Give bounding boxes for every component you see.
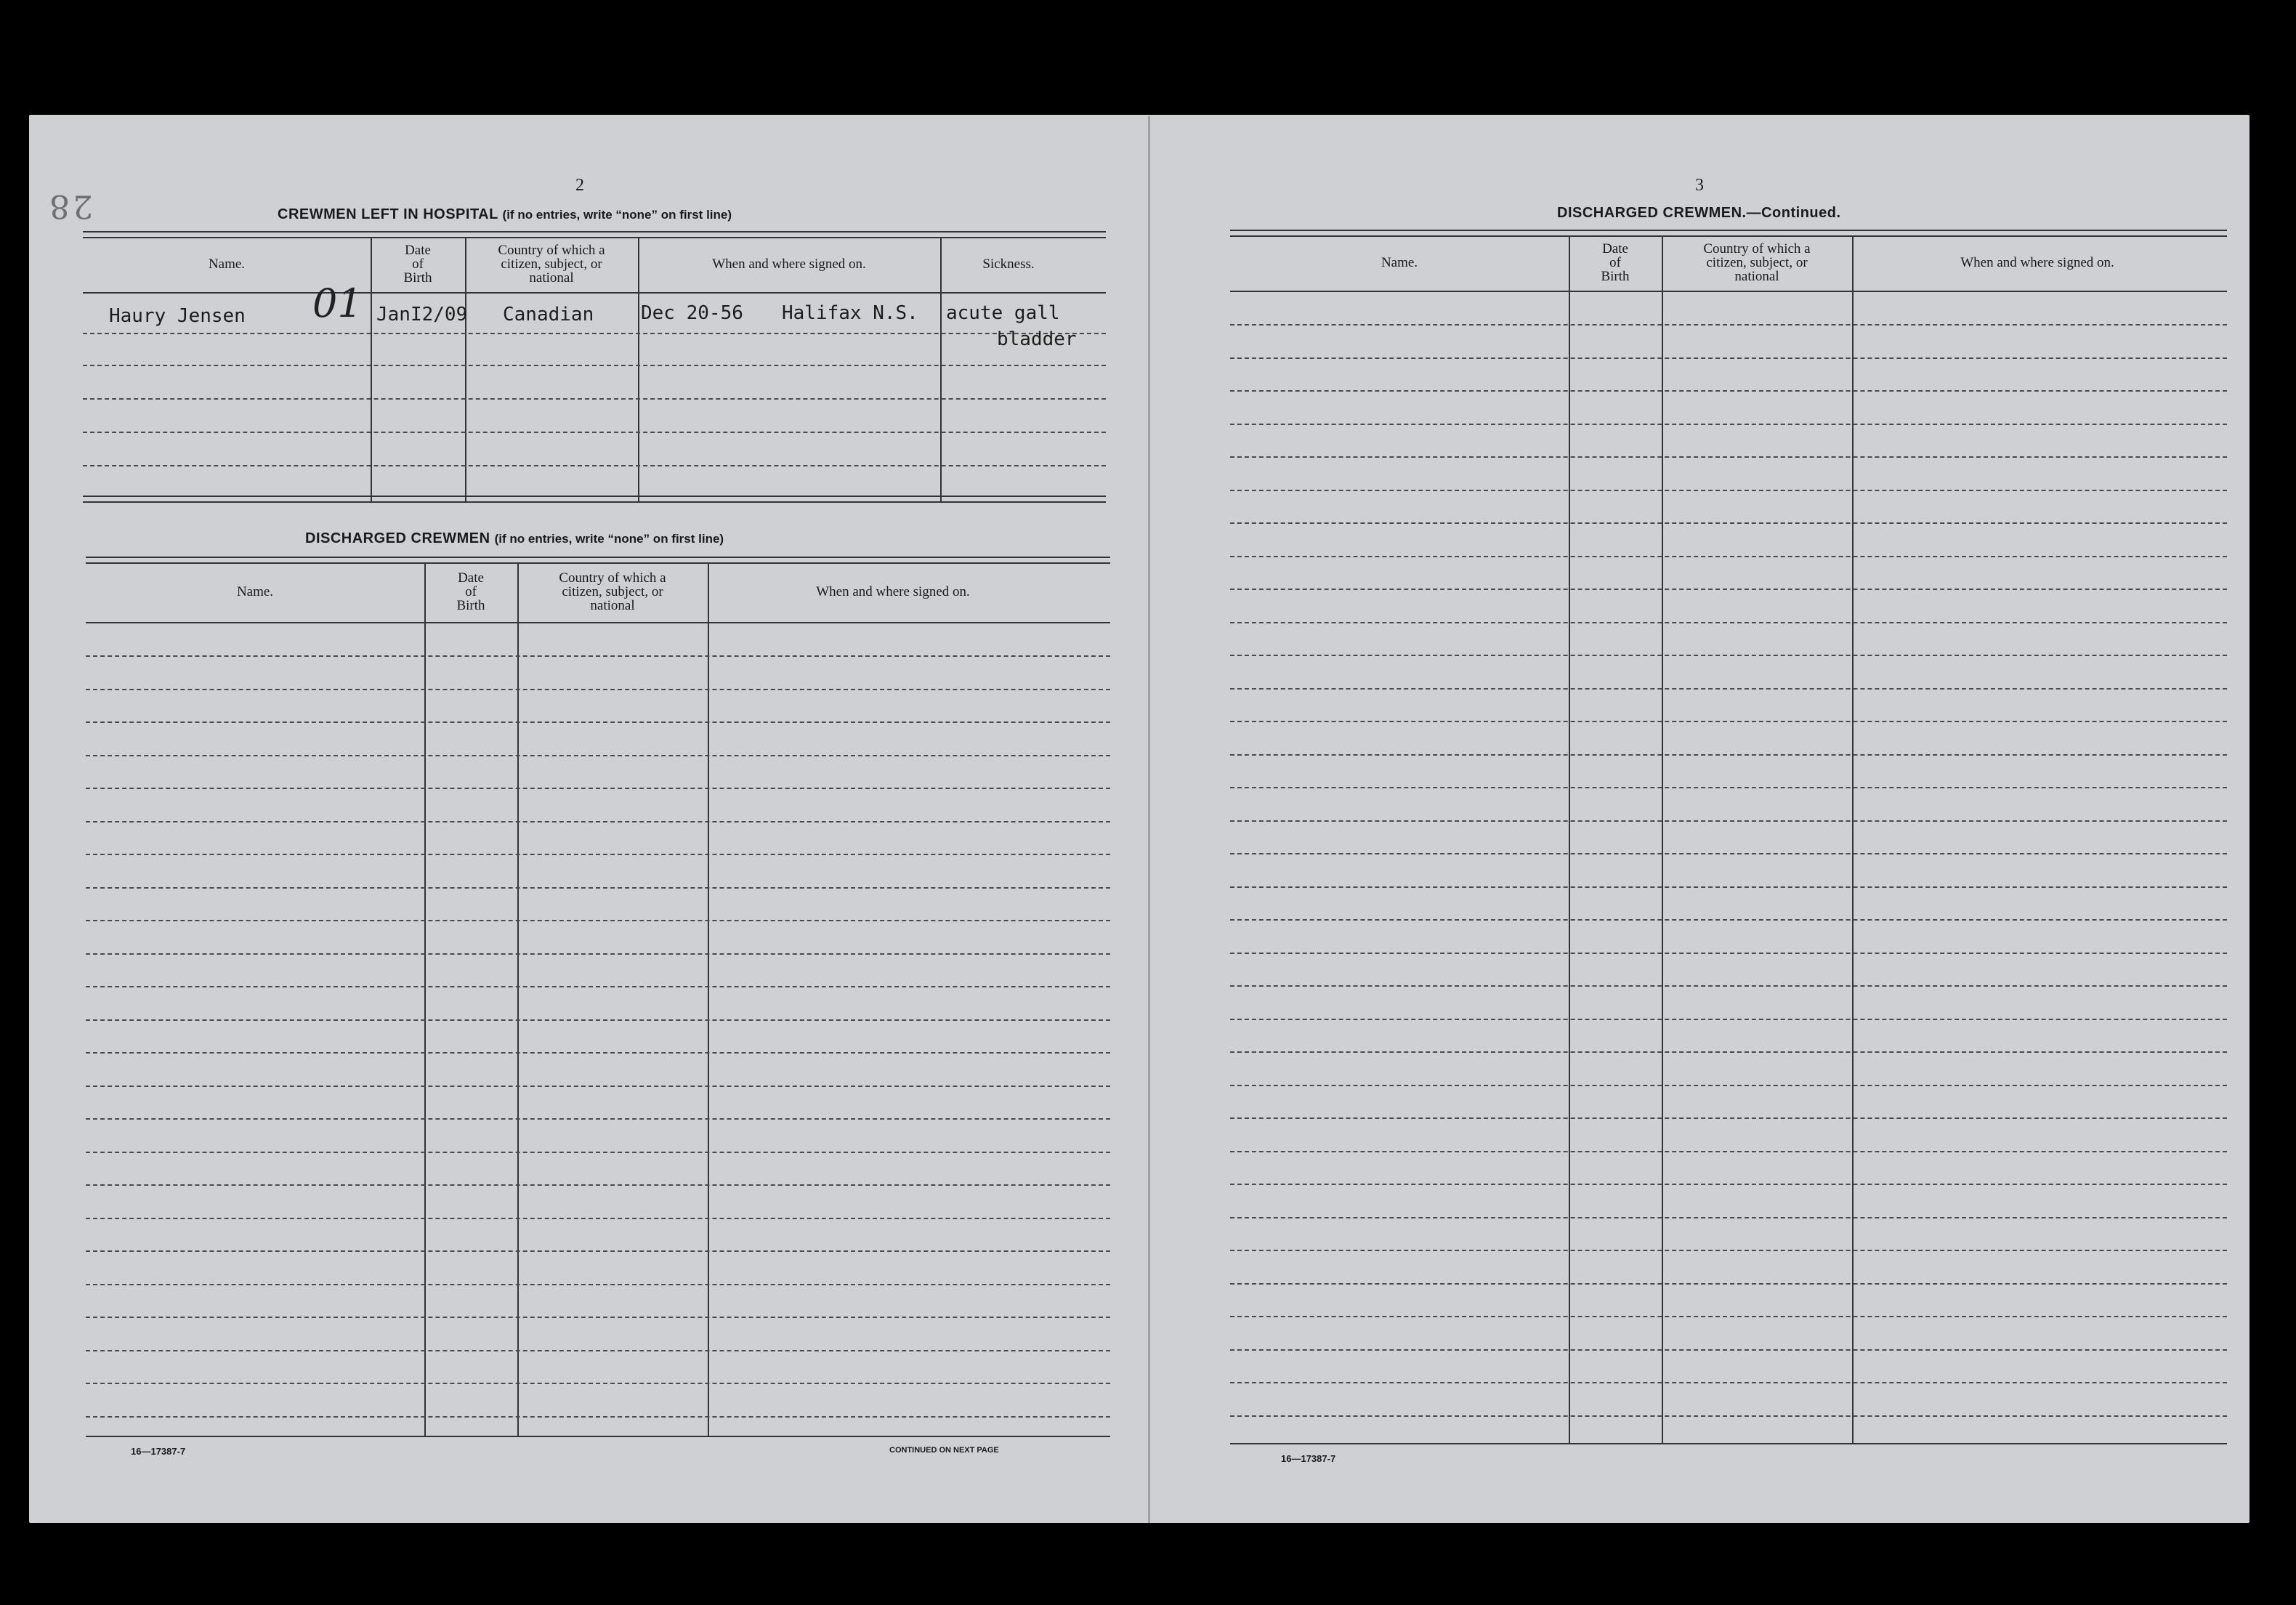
col-header-name: Name. — [1381, 254, 1418, 270]
header-bottom-rule — [86, 622, 1110, 623]
col-header-name: Name. — [208, 256, 246, 272]
table-row — [86, 1184, 1110, 1186]
hospital-instruction: (if no entries, write “none” on first line) — [502, 208, 732, 222]
col-divider — [1852, 235, 1854, 1443]
col-divider — [1662, 235, 1663, 1443]
col-header-signed: When and where signed on. — [816, 583, 970, 599]
entry-sickness-line1: acute gall — [946, 302, 1060, 324]
margin-page-number: 28 — [47, 187, 93, 225]
table-row — [1230, 919, 2227, 921]
table-row — [1230, 1382, 2227, 1383]
table-row — [1230, 688, 2227, 690]
table-row — [1230, 1250, 2227, 1251]
col-divider — [638, 237, 639, 501]
table-row — [86, 689, 1110, 690]
table-row — [1230, 424, 2227, 425]
col-header-country: Country of which a citizen, subject, or national — [559, 570, 666, 613]
table-row — [86, 1383, 1110, 1384]
table-row — [1230, 1151, 2227, 1152]
table-row — [86, 1152, 1110, 1153]
table-row — [86, 986, 1110, 987]
entry-mark: 01 — [312, 280, 363, 326]
table-row — [1230, 589, 2227, 590]
entry-signed-date: Dec 20-56 — [641, 302, 743, 324]
table-row — [1230, 357, 2227, 359]
table-row — [1230, 787, 2227, 788]
col-header-dob: Date of Birth — [1601, 240, 1630, 284]
col-divider — [708, 562, 709, 1436]
entry-country: Canadian — [503, 304, 594, 326]
col-header-country: Country of which a citizen, subject, or national — [498, 242, 605, 286]
col-divider — [371, 237, 372, 501]
col-header-sickness: Sickness. — [982, 256, 1035, 272]
col-divider — [940, 237, 942, 501]
table-row — [1230, 522, 2227, 524]
table-row — [1230, 754, 2227, 756]
table-row — [86, 1317, 1110, 1318]
hospital-table — [83, 231, 1106, 507]
table-row — [86, 1416, 1110, 1418]
col-header-country: Country of which a citizen, subject, or national — [1703, 240, 1811, 284]
discharged-table — [86, 557, 1110, 1439]
table-row — [83, 365, 1106, 366]
table-row — [83, 333, 1106, 334]
table-top-rule — [86, 557, 1110, 564]
table-row — [1230, 1019, 2227, 1020]
table-row — [1230, 1085, 2227, 1086]
discharged-section-title — [305, 530, 724, 547]
table-row — [1230, 853, 2227, 854]
col-divider — [517, 562, 519, 1436]
entry-dob: JanI2/09 — [376, 304, 468, 326]
table-row — [86, 721, 1110, 723]
header-bottom-rule — [1230, 291, 2227, 292]
table-row — [86, 821, 1110, 822]
table-row — [1230, 490, 2227, 491]
table-row — [1230, 1316, 2227, 1317]
table-row — [86, 953, 1110, 955]
entry-sickness-line2: bladder — [997, 328, 1077, 350]
col-divider — [465, 237, 466, 501]
table-row — [1230, 1217, 2227, 1218]
discharged-title-text: DISCHARGED CREWMEN — [305, 530, 490, 546]
table-row — [86, 1118, 1110, 1120]
col-divider — [1569, 235, 1570, 1443]
table-top-rule — [83, 231, 1106, 238]
table-row — [86, 1350, 1110, 1351]
table-row — [1230, 655, 2227, 656]
table-row — [83, 398, 1106, 400]
discharged-continued-title: DISCHARGED CREWMEN.—Continued. — [1557, 205, 1841, 221]
table-row — [83, 465, 1106, 466]
table-row — [1230, 456, 2227, 458]
right-page — [1179, 115, 2279, 1523]
table-row — [86, 755, 1110, 756]
table-row — [86, 788, 1110, 789]
table-row — [1230, 1184, 2227, 1185]
table-row — [1230, 953, 2227, 954]
table-row — [1230, 324, 2227, 326]
table-row — [1230, 820, 2227, 822]
table-bottom-rule — [83, 496, 1106, 503]
table-bottom-rule — [86, 1436, 1110, 1437]
discharged-continued-table — [1230, 230, 2227, 1450]
entry-signed-place: Halifax N.S. — [782, 302, 918, 324]
page-number: 2 — [575, 176, 584, 195]
table-row — [1230, 622, 2227, 623]
form-code: 16—17387-7 — [1281, 1453, 1336, 1464]
table-row — [86, 1218, 1110, 1219]
table-row — [86, 1086, 1110, 1087]
table-row — [1230, 1117, 2227, 1119]
left-page — [29, 115, 1177, 1523]
table-row — [1230, 886, 2227, 888]
table-row — [86, 1284, 1110, 1285]
table-row — [86, 920, 1110, 921]
col-header-name: Name. — [236, 583, 274, 599]
discharged-instruction: (if no entries, write “none” on first line) — [494, 532, 724, 546]
page-number: 3 — [1695, 176, 1704, 195]
table-row — [1230, 1051, 2227, 1053]
table-row — [1230, 1349, 2227, 1351]
table-row — [83, 432, 1106, 433]
form-code: 16—17387-7 — [131, 1446, 186, 1457]
table-row — [1230, 1283, 2227, 1285]
table-row — [86, 854, 1110, 855]
col-divider — [424, 562, 426, 1436]
table-row — [1230, 556, 2227, 557]
table-row — [1230, 985, 2227, 987]
table-bottom-rule — [1230, 1443, 2227, 1444]
col-header-signed: When and where signed on. — [1960, 254, 2114, 270]
table-row — [86, 887, 1110, 889]
page-fold — [1148, 116, 1150, 1523]
document-sheet — [29, 115, 2249, 1523]
table-row — [86, 1250, 1110, 1252]
table-row — [1230, 721, 2227, 722]
col-header-dob: Date of Birth — [456, 570, 485, 613]
continued-note: CONTINUED ON NEXT PAGE — [889, 1446, 999, 1455]
entry-name: Haury Jensen — [109, 305, 246, 327]
header-bottom-rule — [83, 292, 1106, 294]
table-row — [1230, 1415, 2227, 1417]
table-row — [86, 1019, 1110, 1021]
table-top-rule — [1230, 230, 2227, 237]
col-header-dob: Date of Birth — [403, 242, 432, 286]
table-row — [86, 655, 1110, 657]
hospital-section-title — [278, 206, 732, 223]
table-row — [86, 1052, 1110, 1054]
table-row — [1230, 390, 2227, 392]
hospital-title-text: CREWMEN LEFT IN HOSPITAL — [278, 206, 498, 222]
col-header-signed: When and where signed on. — [712, 256, 866, 272]
